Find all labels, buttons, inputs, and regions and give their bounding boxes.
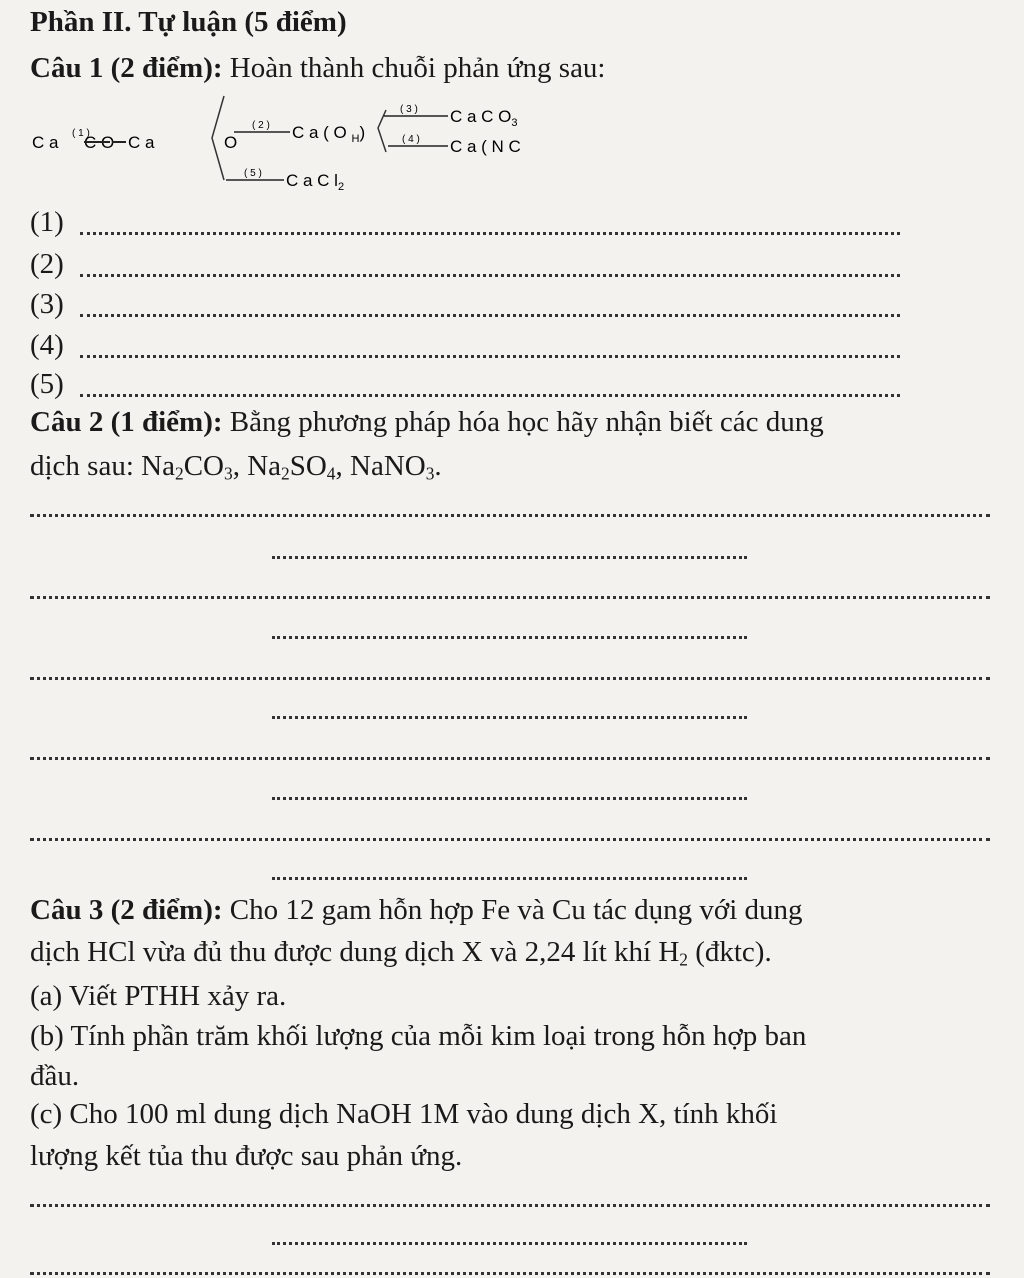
scheme-o: O	[224, 133, 238, 152]
scheme-step-1: ( 1 )	[72, 128, 90, 139]
formula-nano3: NaNO$_3$	[350, 450, 435, 484]
formula-na2so4: $Na_2SO_4$	[247, 450, 336, 484]
q3-answer-line[interactable]	[272, 1242, 747, 1245]
question-3c-cont: lượng kết tủa thu được sau phản ứng.	[30, 1140, 463, 1172]
answer-label-2: (2)	[30, 248, 64, 280]
question-1-label: Câu 1 (2 điểm):	[30, 52, 223, 84]
scheme-step-5: ( 5 )	[244, 168, 262, 179]
q3-answer-line[interactable]	[30, 1204, 990, 1207]
question-2-prompt-2: dịch sau:	[30, 450, 134, 482]
reaction-scheme	[28, 90, 588, 200]
q2-answer-line[interactable]	[272, 636, 747, 639]
answer-label-4: (4)	[30, 329, 64, 361]
answer-line-3[interactable]	[80, 314, 900, 317]
q2-answer-line[interactable]	[272, 797, 747, 800]
question-3-label: Câu 3 (2 điểm):	[30, 894, 223, 926]
q2-answer-line[interactable]	[272, 877, 747, 880]
scheme-start: C a	[32, 133, 59, 152]
scheme-step-2: ( 2 )	[252, 120, 270, 131]
question-3b-cont: đầu.	[30, 1060, 80, 1092]
question-2-label: Câu 2 (1 điểm):	[30, 406, 223, 438]
question-3c: (c) Cho 100 ml dung dịch NaOH 1M vào dung dịch X, tính khối	[30, 1098, 778, 1130]
question-3	[30, 896, 803, 925]
answer-line-4[interactable]	[80, 355, 900, 358]
scheme-branch-bracket	[212, 96, 224, 180]
section-title: Phần II. Tự luận (5 điểm)	[30, 6, 347, 38]
q2-answer-line[interactable]	[272, 716, 747, 719]
q3-answer-line[interactable]	[30, 1272, 990, 1275]
h2-subscript: 2	[679, 949, 688, 970]
formula-na2co3: $Na_2CO_3$	[141, 450, 233, 484]
answer-label-3: (3)	[30, 288, 64, 320]
scheme-start-strike: C O	[84, 133, 115, 152]
question-3-prompt: Cho 12 gam hỗn hợp Fe và Cu tác dụng với dung	[229, 894, 803, 926]
q2-answer-line[interactable]	[30, 757, 990, 760]
scheme-ca: C a	[128, 133, 155, 152]
answer-line-5[interactable]	[80, 394, 900, 397]
question-2-prompt: Bằng phương pháp hóa học hãy nhận biết các dung	[229, 406, 824, 438]
answer-line-2[interactable]	[80, 274, 900, 277]
question-3a: (a) Viết PTHH xảy ra.	[30, 980, 287, 1012]
question-2-line-2: dịch sau: $Na_2CO_3$, $Na_2SO_4$, NaNO$_3$.	[30, 450, 442, 484]
q2-answer-line[interactable]	[30, 838, 990, 841]
scheme-caoh: C a ( O $_H$)	[292, 123, 366, 145]
question-3-prompt-2-end: (đktc).	[695, 936, 772, 968]
question-3b: (b) Tính phần trăm khối lượng của mỗi kim loại trong hỗn hợp ban	[30, 1020, 807, 1052]
q2-answer-line[interactable]	[30, 514, 990, 517]
scheme-step-4: ( 4 )	[402, 134, 420, 145]
scheme-ca-no3: C a ( N C	[450, 137, 521, 156]
scheme-step-3: ( 3 )	[400, 104, 418, 115]
answer-label-1: (1)	[30, 206, 64, 238]
question-2	[30, 408, 824, 437]
q2-answer-line[interactable]	[272, 556, 747, 559]
q2-answer-line[interactable]	[30, 677, 990, 680]
scheme-cacl2: C a C $l_2$	[286, 171, 345, 193]
question-3-prompt-2: dịch HCl vừa đủ thu được dung dịch X và 2,24 lít khí H	[30, 936, 680, 968]
question-1-prompt: Hoàn thành chuỗi phản ứng sau:	[229, 52, 606, 84]
answer-label-5: (5)	[30, 368, 64, 400]
scheme-caco3: C a C $O_3$	[450, 107, 518, 129]
question-1	[30, 54, 606, 83]
answer-line-1[interactable]	[80, 232, 900, 235]
q2-answer-line[interactable]	[30, 596, 990, 599]
question-3-line-2	[30, 938, 772, 969]
